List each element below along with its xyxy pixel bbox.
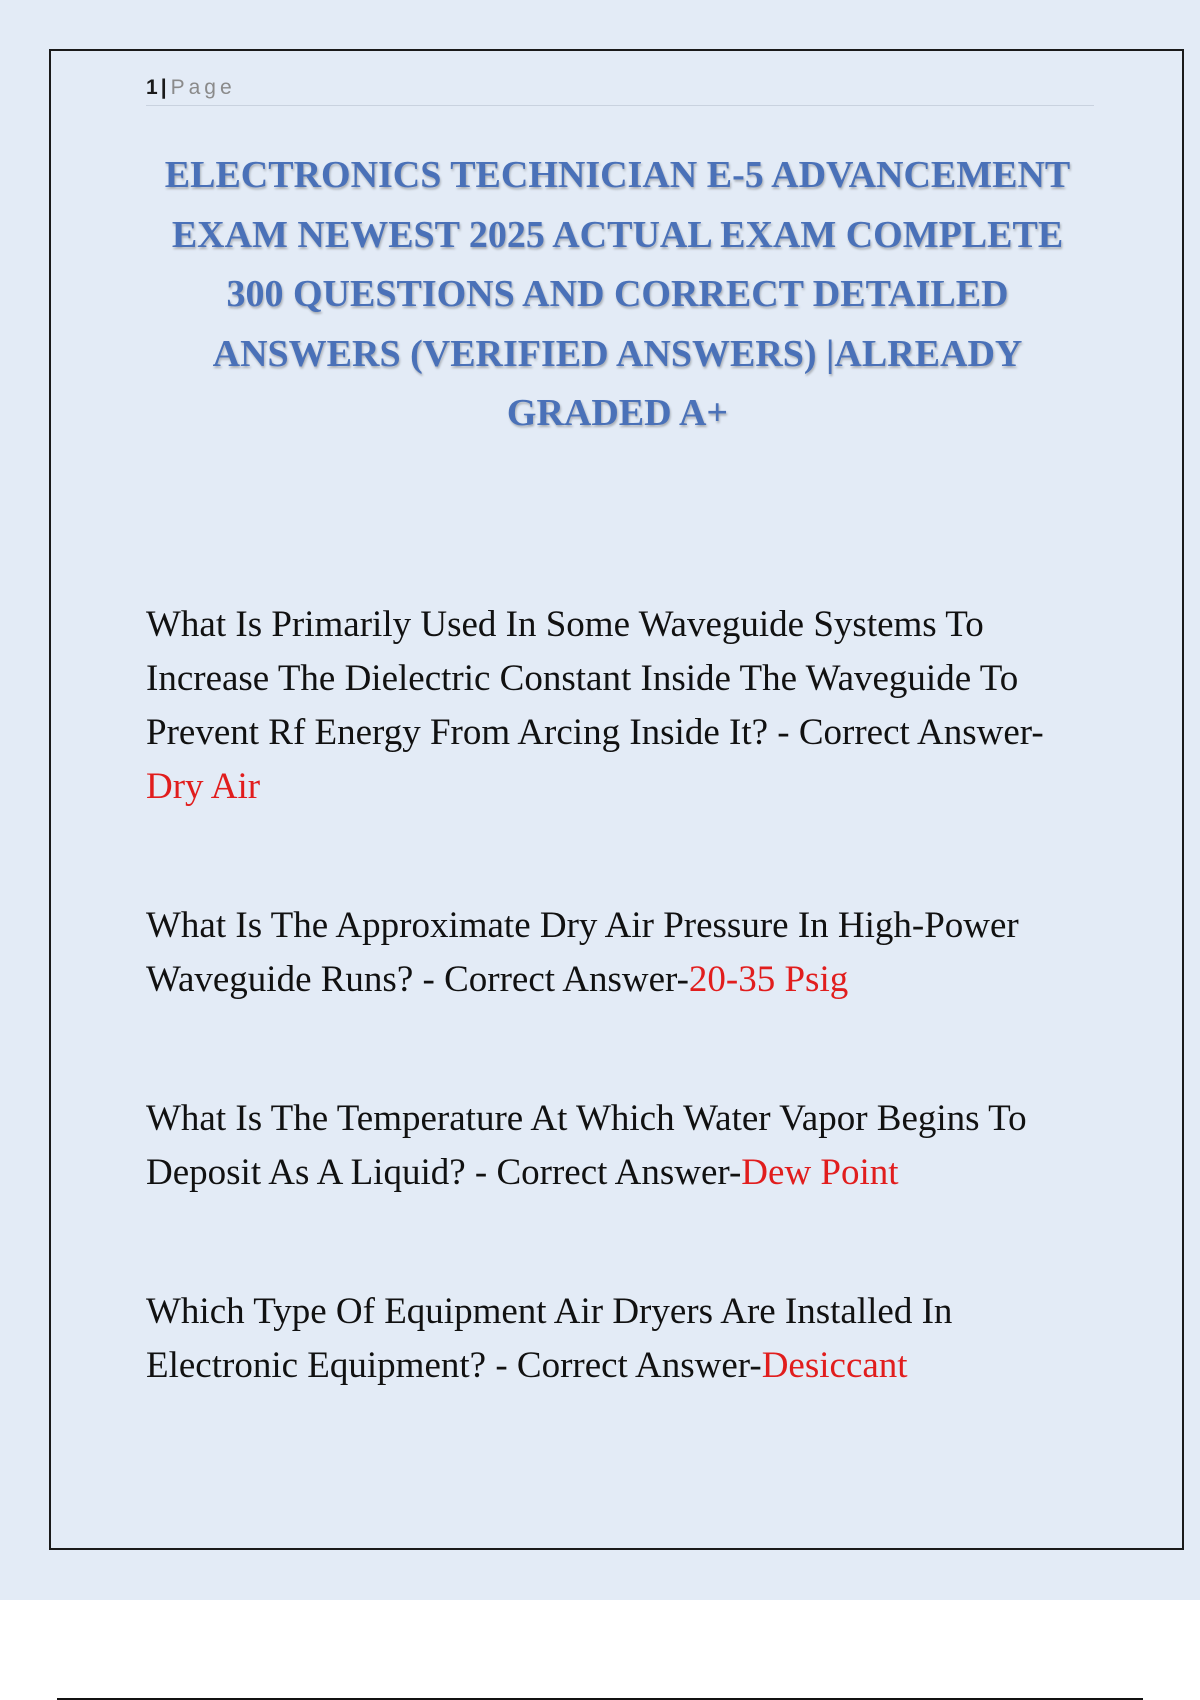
question-text: What Is The Approximate Dry Air Pressure In High-Power Waveguide Runs? - Correct Answer- xyxy=(146,905,1019,1000)
question-text: What Is The Temperature At Which Water Vapor Begins To Deposit As A Liquid? - Correct Answer- xyxy=(146,1098,1027,1193)
page-separator: | xyxy=(160,76,167,99)
question-item-3 xyxy=(146,1092,1086,1200)
page-header xyxy=(146,73,1094,106)
question-item-1 xyxy=(146,598,1086,814)
page-label: Page xyxy=(170,76,236,99)
answer-text: Dew Point xyxy=(741,1152,899,1193)
question-item-2 xyxy=(146,899,1086,1007)
question-item-4 xyxy=(146,1285,1086,1393)
question-text: What Is Primarily Used In Some Waveguide Systems To Increase The Dielectric Constant Inside The Waveguide To Prevent Rf Energy From Arcing Inside It? - Correct Answer- xyxy=(146,604,1044,753)
answer-text: 20-35 Psig xyxy=(688,959,849,1000)
question-text: Which Type Of Equipment Air Dryers Are Installed In Electronic Equipment? - Correct Answer- xyxy=(146,1291,953,1386)
answer-text: Dry Air xyxy=(146,766,261,807)
document-title: ELECTRONICS TECHNICIAN E-5 ADVANCEMENT EXAM NEWEST 2025 ACTUAL EXAM COMPLETE 300 QUESTIONS AND CORRECT DETAILED ANSWERS (VERIFIED ANSWERS) |ALREADY GRADED A+ xyxy=(164,154,1071,434)
page-number: 1 xyxy=(146,76,158,99)
answer-text: Desiccant xyxy=(761,1345,908,1386)
